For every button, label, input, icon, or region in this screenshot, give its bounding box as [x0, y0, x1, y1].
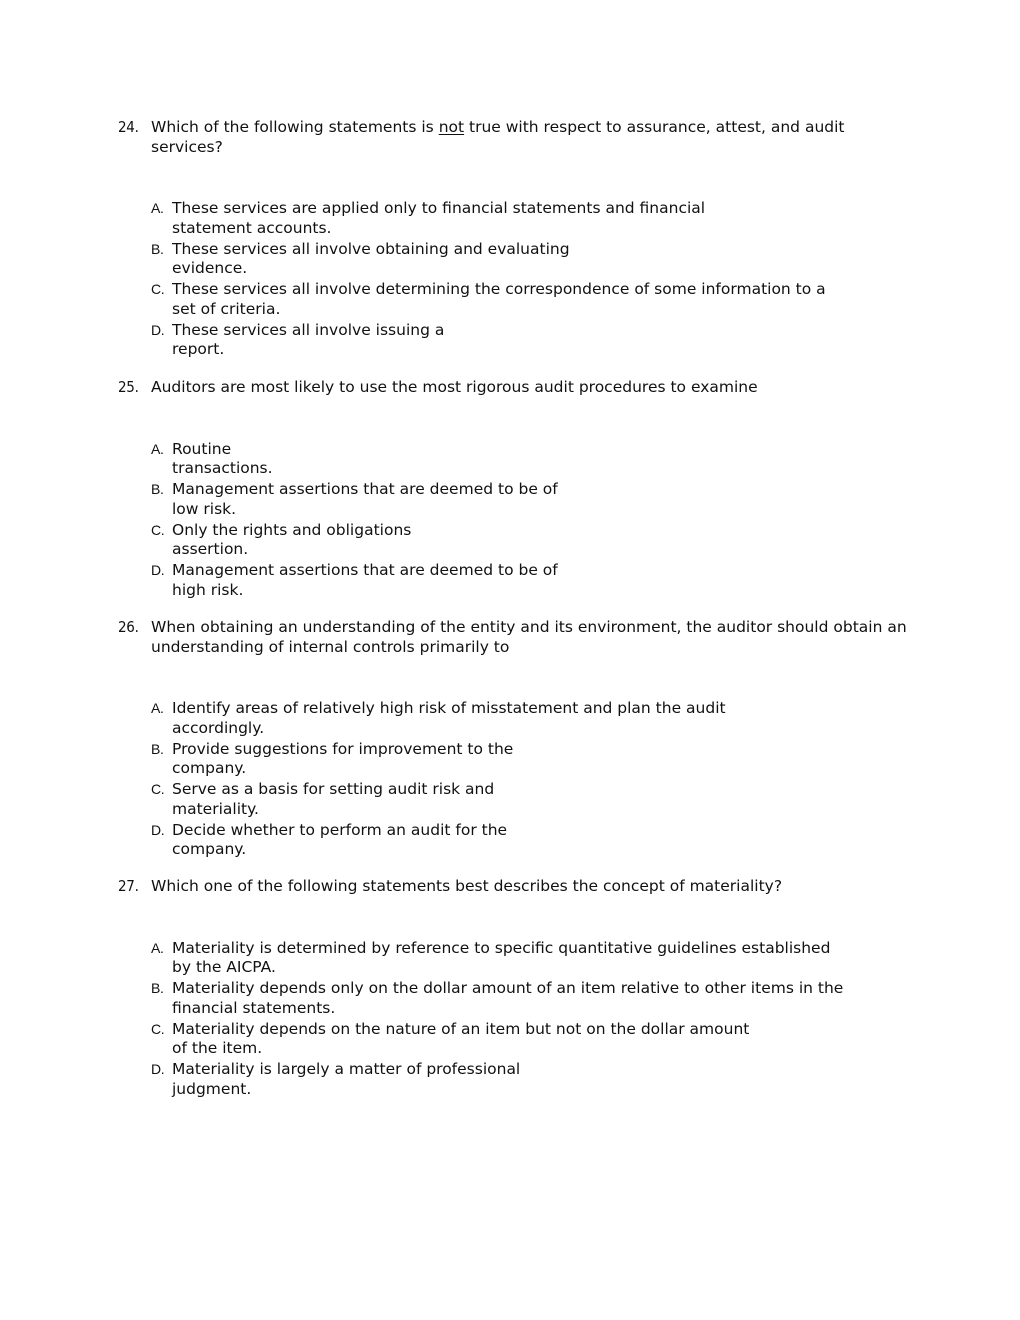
option-line: high risk.: [172, 580, 244, 599]
option-line: transactions.: [172, 459, 273, 477]
option-line: Only the rights and obligations: [172, 520, 412, 539]
option-d: [151, 821, 908, 860]
option-letter: D.: [151, 1061, 165, 1077]
option-c: [151, 780, 908, 819]
option-letter: C.: [151, 1020, 165, 1037]
option-letter: B.: [151, 240, 164, 257]
option-line: company.: [172, 759, 247, 777]
option-letter: C.: [151, 281, 165, 297]
option-line: Management assertions that are deemed to be of: [172, 480, 558, 498]
question-text: Which one of the following statements best describes the concept of materiality?: [151, 877, 783, 895]
option-text: [172, 561, 558, 600]
question-number: 26.: [118, 618, 139, 636]
answer-options: [118, 440, 908, 601]
option-b: [151, 240, 908, 279]
option-text: [172, 821, 507, 860]
question-stem: [118, 118, 908, 157]
option-letter: B.: [151, 980, 164, 996]
option-text: [172, 939, 830, 978]
option-c: [151, 1020, 908, 1059]
option-line: company.: [172, 840, 247, 858]
option-line: These services all involve issuing a: [172, 320, 445, 339]
option-line: Routine: [172, 439, 232, 458]
question-stem: [118, 877, 908, 897]
option-letter: B.: [151, 481, 164, 497]
question-number: 25.: [118, 378, 139, 396]
option-line: These services all involve determining the correspondence of some information to a: [172, 280, 826, 298]
option-line: Decide whether to perform an audit for the: [172, 820, 508, 839]
option-line: set of criteria.: [172, 299, 281, 318]
option-line: Materiality is largely a matter of professional: [172, 1060, 521, 1078]
option-line: materiality.: [172, 799, 259, 818]
option-a: [151, 199, 908, 238]
option-line: by the AICPA.: [172, 958, 276, 976]
question-24: [118, 118, 908, 361]
option-text: [172, 480, 558, 519]
option-text: [172, 280, 826, 319]
option-line: report.: [172, 340, 225, 358]
option-line: assertion.: [172, 540, 249, 558]
question-stem: [118, 378, 908, 398]
question-text: [151, 118, 908, 157]
question-27: [118, 877, 908, 1101]
option-letter: A.: [151, 939, 164, 956]
option-b: [151, 979, 908, 1018]
option-text: [172, 1060, 520, 1099]
stem-before: Which of the following statements is: [151, 118, 439, 136]
option-line: Identify areas of relatively high risk of misstatement and plan the audit: [172, 699, 726, 717]
answer-options: [118, 939, 908, 1100]
option-line: Serve as a basis for setting audit risk and: [172, 780, 495, 798]
option-text: [172, 440, 273, 479]
stem-after: true with respect to assurance, attest, and audit services?: [151, 118, 845, 156]
option-letter: A.: [151, 440, 164, 457]
option-line: statement accounts.: [172, 218, 332, 237]
option-line: accordingly.: [172, 718, 265, 737]
option-d: [151, 321, 908, 360]
option-d: [151, 1060, 908, 1099]
option-c: [151, 280, 908, 319]
option-letter: B.: [151, 740, 164, 757]
question-number: 24.: [118, 118, 139, 136]
option-letter: A.: [151, 200, 164, 216]
option-line: evidence.: [172, 259, 248, 277]
option-text: [172, 199, 705, 238]
option-text: [172, 699, 726, 738]
option-text: [172, 321, 444, 360]
option-text: [172, 979, 843, 1018]
option-text: [172, 740, 513, 779]
option-text: [172, 240, 570, 279]
option-a: [151, 440, 908, 479]
option-letter: D.: [151, 321, 165, 338]
option-letter: C.: [151, 521, 165, 538]
option-line: Materiality depends on the nature of an item but not on the dollar amount: [172, 1019, 750, 1038]
option-c: [151, 521, 908, 560]
option-line: judgment.: [172, 1079, 252, 1098]
option-text: [172, 1020, 749, 1059]
option-line: These services all involve obtaining and evaluating: [172, 239, 570, 258]
option-text: [172, 521, 411, 560]
option-b: [151, 480, 908, 519]
question-26: [118, 618, 908, 861]
option-line: Materiality depends only on the dollar amount of an item relative to other items in the: [172, 979, 844, 997]
option-a: [151, 699, 908, 738]
option-letter: D.: [151, 562, 165, 578]
stem-emphasis: not: [438, 118, 465, 136]
option-line: Management assertions that are deemed to be of: [172, 561, 558, 579]
question-25: [118, 378, 908, 602]
option-text: [172, 780, 494, 819]
option-line: low risk.: [172, 499, 237, 518]
question-text: Auditors are most likely to use the most rigorous audit procedures to examine: [151, 378, 758, 396]
option-b: [151, 740, 908, 779]
option-letter: A.: [151, 700, 164, 716]
answer-options: [118, 199, 908, 360]
option-line: financial statements.: [172, 998, 336, 1017]
answer-options: [118, 699, 908, 860]
question-number: 27.: [118, 877, 139, 895]
option-d: [151, 561, 908, 600]
option-letter: C.: [151, 781, 165, 797]
question-stem: [118, 618, 908, 657]
question-text: When obtaining an understanding of the entity and its environment, the auditor should obtain an understanding of internal controls primarily to: [151, 618, 907, 656]
option-line: Materiality is determined by reference to specific quantitative guidelines established: [172, 938, 831, 957]
option-line: of the item.: [172, 1039, 263, 1057]
option-a: [151, 939, 908, 978]
option-line: These services are applied only to financial statements and financial: [172, 199, 706, 217]
option-line: Provide suggestions for improvement to the: [172, 739, 514, 758]
option-letter: D.: [151, 821, 165, 838]
